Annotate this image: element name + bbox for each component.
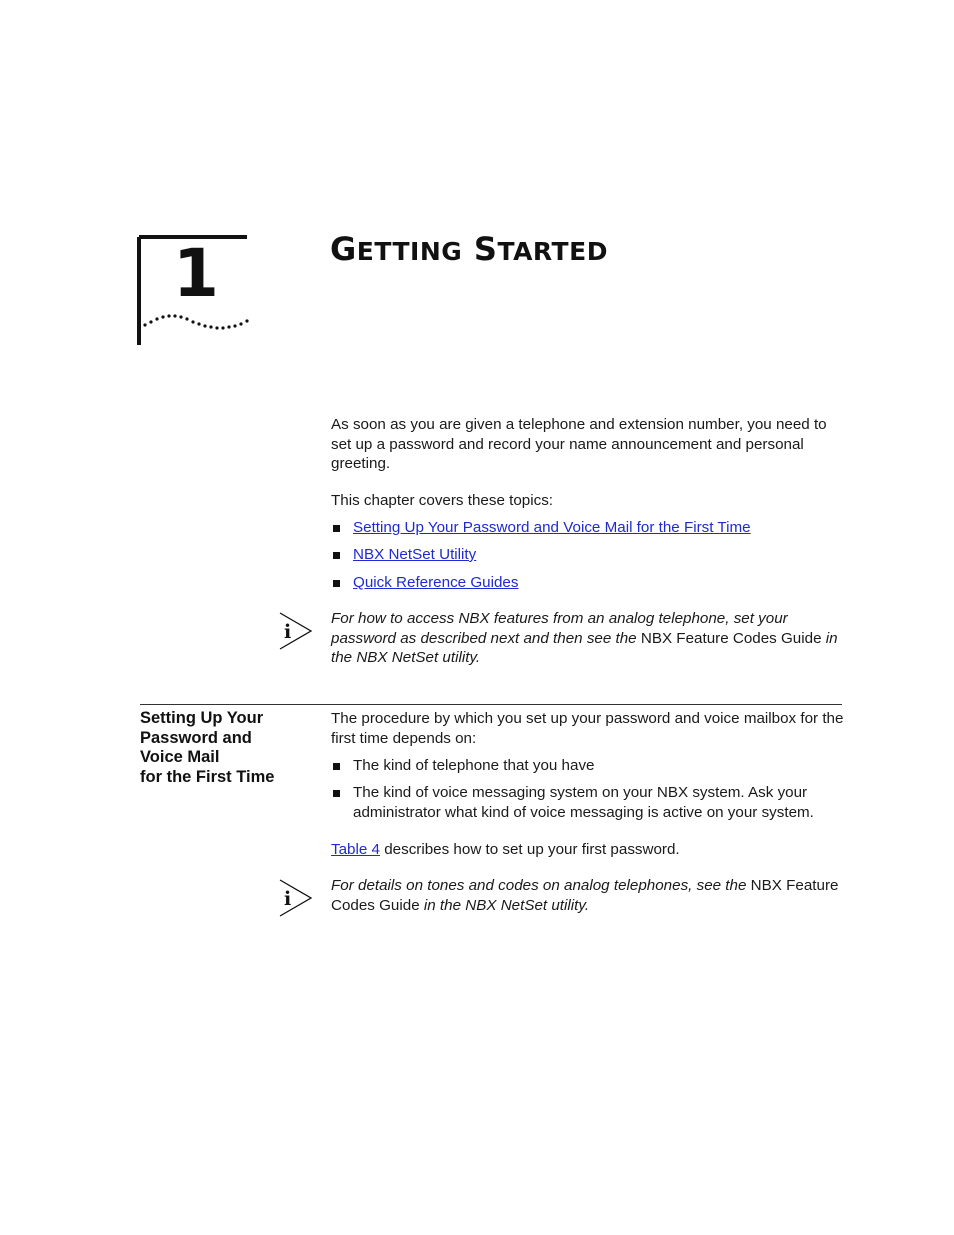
topics-lead: This chapter covers these topics: <box>331 492 554 509</box>
bullet-square <box>333 525 340 532</box>
topic-link-setting-up[interactable]: Setting Up Your Password and Voice Mail for the First Time <box>353 519 751 536</box>
topic-link-netset-utility[interactable]: NBX NetSet Utility <box>353 546 477 563</box>
chapter-number: 1 <box>173 235 219 312</box>
bullet-square <box>333 580 340 587</box>
section-paragraph: The procedure by which you set up your password and voice mailbox for the first time depends on: <box>331 710 844 747</box>
chapter-title <box>330 230 608 268</box>
table-reference: Table 4 describes how to set up your first password. <box>331 841 680 858</box>
note-tones-codes: For details on tones and codes on analog telephones, see the NBX Feature Codes Guide in the NBX NetSet utility. <box>331 877 839 914</box>
section-divider <box>140 704 842 705</box>
section-heading: Setting Up Your Password and Voice Mail for the First Time <box>140 709 275 786</box>
title-initial-g: G <box>330 230 357 268</box>
info-icon <box>279 879 313 917</box>
bullet-square <box>333 763 340 770</box>
topic-link-quick-reference[interactable]: Quick Reference Guides <box>353 574 519 591</box>
title-initial-s: S <box>473 230 498 268</box>
svg-text:i: i <box>284 621 292 643</box>
chapter-number-box <box>137 235 253 347</box>
bullet-square <box>333 790 340 797</box>
title-rest-tarted: TARTED <box>497 237 608 266</box>
list-item: The kind of voice messaging system on your NBX system. Ask your administrator what kind of voice messaging is active on your system. <box>331 783 846 822</box>
bullet-square <box>333 552 340 559</box>
intro-paragraph: As soon as you are given a telephone and extension number, you need to set up a password and record your name announcement and personal greeting. <box>331 416 827 472</box>
list-item <box>331 545 846 565</box>
svg-text:i: i <box>284 888 292 910</box>
note-analog-access: For how to access NBX features from an analog telephone, set your password as described next and then see the NBX Feature Codes Guide in the NBX NetSet utility. <box>331 610 838 666</box>
list-item: The kind of telephone that you have <box>331 756 846 776</box>
list-item <box>331 573 846 593</box>
title-rest-etting: ETTING <box>356 237 463 266</box>
info-icon <box>279 612 313 650</box>
table-4-link[interactable]: Table 4 <box>331 841 380 858</box>
list-item <box>331 518 846 538</box>
